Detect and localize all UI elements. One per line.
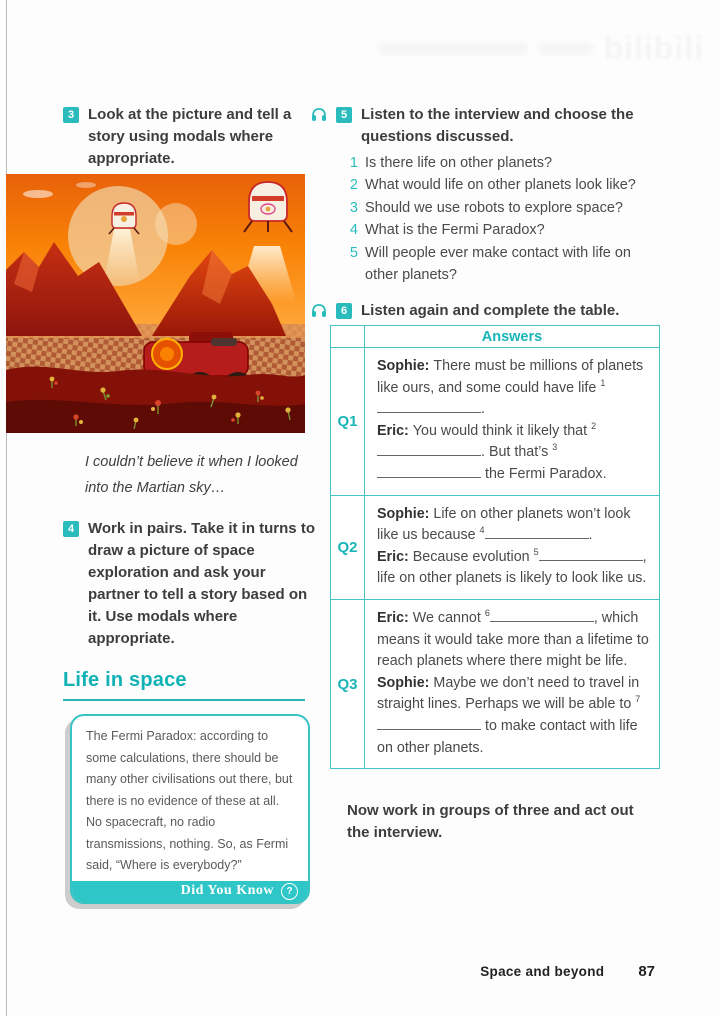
watermark-smudge — [378, 42, 528, 55]
list-item-number: 5 — [349, 244, 358, 261]
exercise-number-badge: 4 — [63, 521, 79, 537]
table-header-answers: Answers — [481, 329, 543, 345]
list-item-number: 1 — [349, 155, 358, 171]
mars-illustration — [6, 174, 305, 433]
exercise-number-badge: 5 — [336, 107, 352, 123]
exercise-4 — [63, 518, 321, 650]
list-item — [347, 197, 653, 219]
did-you-know-box — [70, 714, 310, 904]
row-answer-q3: Eric: We cannot $^6$ , which means it would take more than a lifetime to reach planets where there might be life. Sophie: Maybe we don’t need to travel in straight lines. Perhaps we will be able to $^7$ to make contact with life on other planets. — [377, 608, 649, 756]
did-you-know-text: The Fermi Paradox: according to some calculations, there should be many other civilisations out there, but there is no evidence of these at all. No spacecraft, no radio transmissions, nothing. So, as Fermi said, “Where is everybody?” — [86, 729, 293, 872]
exercise-3-instruction: Look at the picture and tell a story using modals where appropriate. — [88, 106, 292, 167]
list-item-number: 2 — [349, 177, 358, 194]
image-caption: I couldn’t believe it when I looked into the Martian sky… — [85, 454, 298, 496]
table-row — [331, 347, 659, 495]
watermark-smudge — [538, 42, 594, 55]
exercise-3 — [63, 104, 313, 170]
closing-instruction: Now work in groups of three and act out the interview. — [347, 802, 634, 841]
page-edge-line — [6, 0, 7, 1016]
list-item-number: 3 — [349, 199, 358, 216]
question-circle-icon: ? — [281, 883, 298, 900]
table-row — [331, 495, 659, 599]
list-item-text: What would life on other planets look like? — [365, 177, 636, 194]
exercise-number-badge: 3 — [63, 107, 79, 123]
list-item — [347, 152, 653, 174]
exercise-5-question-list — [347, 152, 653, 286]
row-label-q2: Q2 — [331, 496, 365, 599]
table-header-row — [331, 326, 659, 347]
list-item — [347, 174, 653, 196]
list-item-text: Should we use robots to explore space? — [365, 199, 623, 216]
exercise-6-instruction: Listen again and complete the table. — [361, 302, 620, 319]
headphones-icon — [311, 303, 327, 323]
table-header-corner — [331, 326, 365, 347]
row-label-q1: Q1 — [331, 348, 365, 495]
section-heading: Life in space — [63, 669, 187, 691]
exercise-4-instruction: Work in pairs. Take it in turns to draw a picture of space exploration and ask your partner to tell a story based on it. Use modals where appropriate. — [88, 520, 315, 647]
exercise-5 — [311, 104, 659, 148]
list-item-number: 4 — [349, 222, 358, 239]
bilibili-logo: bilibili — [603, 30, 704, 66]
page-footer — [480, 963, 655, 980]
page-number: 87 — [638, 963, 655, 980]
exercise-number-badge: 6 — [336, 303, 352, 319]
list-item-text: Is there life on other planets? — [365, 155, 553, 171]
list-item-text: What is the Fermi Paradox? — [365, 222, 545, 239]
headphones-icon — [311, 107, 327, 127]
row-answer-q2: Sophie: Life on other planets won’t look like us because $^4$ . Eric: Because evolution $^5$ , life on other planets is likely to look like us. — [377, 505, 647, 587]
exercise-5-instruction: Listen to the interview and choose the questions discussed. — [361, 106, 634, 145]
row-label-q3: Q3 — [331, 600, 365, 768]
answers-table — [330, 325, 660, 769]
did-you-know-label: Did You Know — [180, 883, 274, 899]
footer-section-title: Space and beyond — [480, 964, 605, 979]
did-you-know-bar — [72, 881, 308, 903]
exercise-6 — [311, 300, 659, 323]
list-item-text: Will people ever make contact with life on other planets? — [365, 244, 631, 284]
mars-scene-svg — [6, 174, 305, 433]
table-row — [331, 599, 659, 768]
row-answer-q1: Sophie: There must be millions of planets like ours, and some could have life $^1$. Eric: You would think it likely that $^2$. But that’s $^3$ the Fermi Paradox. — [377, 358, 644, 482]
list-item — [347, 242, 653, 287]
list-item — [347, 219, 653, 241]
bilibili-watermark — [378, 30, 704, 67]
section-heading-rule — [63, 699, 305, 701]
